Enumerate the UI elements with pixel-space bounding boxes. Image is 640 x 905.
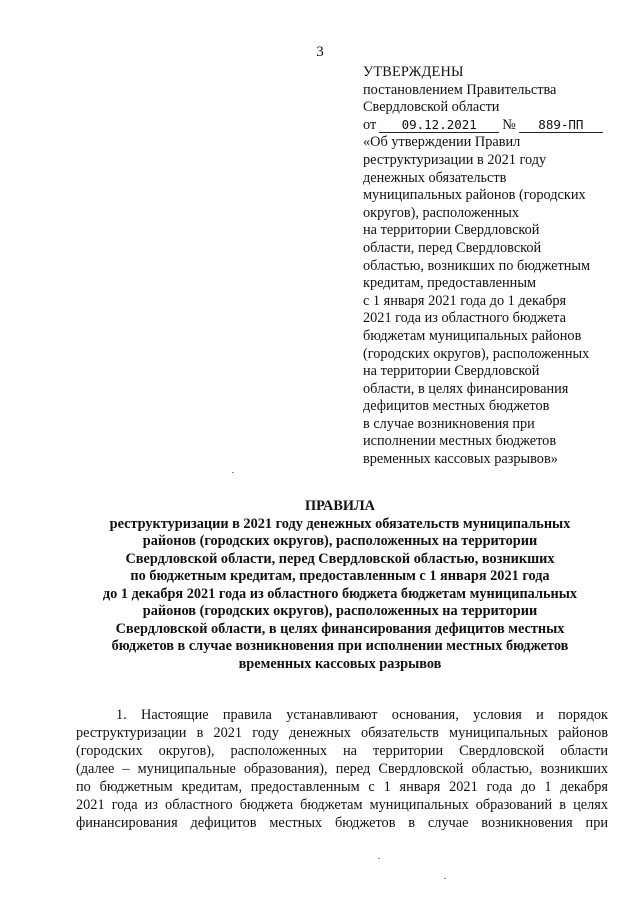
approval-line: постановлением Правительства — [363, 81, 557, 98]
body-paragraph — [76, 706, 608, 832]
rules-header-line: районов (городских округов), расположенных на территории — [142, 533, 538, 549]
scan-speck — [378, 858, 380, 859]
rules-header-line: бюджетов в случае возникновения при исполнении местных бюджетов — [111, 638, 569, 654]
subject-line: реструктуризации в 2021 году — [363, 151, 547, 168]
paragraph-line: (городских округов), расположенных на территории Свердловской области — [76, 743, 608, 759]
rules-header-line: Свердловской области, перед Свердловской областью, возникших — [125, 550, 555, 567]
rules-header-line: по бюджетным кредитам, предоставленным с 1 января 2021 года — [130, 568, 550, 584]
scan-speck — [444, 878, 446, 879]
subject-line: в случае возникновения при — [363, 415, 535, 432]
approval-line: Свердловской области — [363, 99, 500, 116]
subject-line: 2021 года из областного бюджета — [363, 310, 566, 327]
paragraph-line: 1. Настоящие правила устанавливают основания, условия и порядок — [116, 707, 608, 723]
scan-speck — [232, 472, 234, 473]
rules-header-line: реструктуризации в 2021 году денежных обязательств муниципальных — [109, 515, 571, 532]
rules-header-line: временных кассовых разрывов — [238, 655, 442, 672]
subject-line: области, перед Свердловской — [363, 239, 542, 256]
rules-title: ПРАВИЛА — [305, 498, 375, 514]
approval-number: 889-ПП — [519, 118, 603, 133]
subject-line: области, в целях финансирования — [363, 380, 569, 397]
subject-line: муниципальных районов (городских — [363, 187, 586, 204]
subject-line: на территории Свердловской — [363, 363, 540, 380]
subject-line: округов), расположенных — [363, 204, 519, 221]
paragraph-line: реструктуризации в 2021 году денежных обязательств муниципальных районов — [76, 725, 608, 741]
approval-date: 09.12.2021 — [379, 118, 499, 133]
paragraph-line: финансирования дефицитов местных бюджетов в случае возникновения при — [76, 815, 608, 831]
rules-header-line: Свердловской области, в целях финансирования дефицитов местных — [115, 620, 565, 637]
subject-line: денежных обязательств — [363, 169, 507, 186]
subject-line: на территории Свердловской — [363, 222, 540, 239]
rules-header-line: до 1 декабря 2021 года из областного бюджета бюджетам муниципальных — [102, 585, 578, 602]
subject-line: исполнении местных бюджетов — [363, 433, 557, 450]
subject-line: «Об утверждении Правил — [363, 134, 521, 151]
approval-block — [363, 64, 613, 469]
subject-line: дефицитов местных бюджетов — [363, 398, 550, 415]
paragraph-line: (далее – муниципальные образования), перед Свердловской областью, возникших — [76, 761, 608, 777]
subject-line: кредитам, предоставленным — [363, 275, 536, 292]
approval-title: УТВЕРЖДЕНЫ — [363, 64, 464, 80]
date-prefix: от — [363, 116, 377, 133]
subject-line: временных кассовых разрывов» — [363, 451, 558, 468]
subject-line: (городских округов), расположенных — [363, 345, 590, 362]
number-prefix: № — [502, 116, 516, 133]
subject-line: областью, возникших по бюджетным — [363, 257, 591, 274]
page-number: 3 — [316, 44, 324, 60]
subject-line: с 1 января 2021 года до 1 декабря — [363, 292, 567, 309]
rules-header-line: районов (городских округов), расположенных на территории — [142, 603, 538, 619]
subject-line: бюджетам муниципальных районов — [363, 327, 582, 344]
approval-date-line — [363, 117, 613, 135]
paragraph-line: 2021 года из областного бюджета бюджетам муниципальных образований в целях — [76, 797, 608, 813]
paragraph-line: по бюджетным кредитам, предоставленным с 1 января 2021 года до 1 декабря — [76, 779, 608, 795]
rules-header — [60, 498, 620, 673]
